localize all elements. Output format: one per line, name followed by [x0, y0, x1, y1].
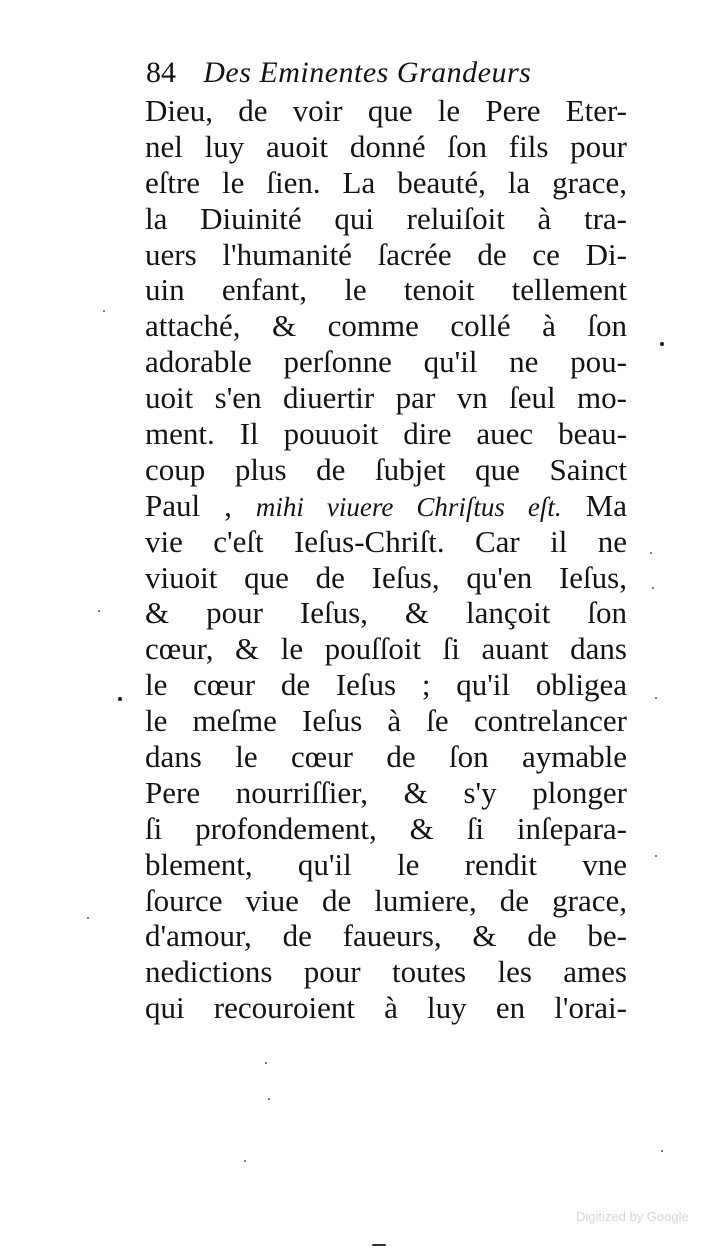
ink-speck [265, 1062, 267, 1064]
text-line: uoit s'en diuertir par vn ſeul mo- [145, 380, 627, 416]
text-line: uers l'humanité ſacrée de ce Di- [145, 236, 627, 272]
text-line: dans le cœur de ſon aymable [145, 739, 627, 775]
page-number: 84 [146, 56, 176, 89]
ink-speck [98, 610, 100, 612]
page-header [146, 52, 596, 92]
ink-speck [244, 1160, 246, 1162]
digitization-watermark: Digitized by Google [576, 1209, 689, 1224]
text-line: Dieu, de voir que le Pere Eter- [145, 93, 627, 128]
text-line: & pour Ieſus, & lançoit ſon [145, 595, 627, 631]
text-line: coup plus de ſubjet que Sainct [145, 451, 627, 487]
text-line: nedictions pour toutes les ames [145, 954, 627, 990]
ink-speck [655, 855, 657, 857]
ink-speck [650, 552, 652, 554]
text-line: ſi profondement, & ſi inſepara- [145, 810, 627, 846]
ink-speck [660, 342, 664, 346]
text-line: ſource viue de lumiere, de grace, [145, 882, 627, 918]
text-line: d'amour, de faueurs, & de be- [145, 918, 627, 954]
text-line: cœur, & le pouſſoit ſi auant dans [145, 631, 627, 667]
text-line: nel luy auoit donné ſon fils pour [145, 128, 627, 164]
ink-speck [103, 310, 105, 312]
text-segment: Ma [585, 487, 627, 523]
text-line: uin enfant, le tenoit tellement [145, 272, 627, 308]
text-line: vie c'eſt Ieſus-Chriſt. Car il ne [145, 523, 627, 559]
ink-speck [655, 697, 657, 699]
text-line: eſtre le ſien. La beauté, la grace, [145, 164, 627, 200]
text-line: le cœur de Ieſus ; qu'il obligea [145, 667, 627, 703]
ink-speck [268, 1098, 270, 1100]
text-line: la Diuinité qui reluiſoit à tra- [145, 200, 627, 236]
body-text [145, 93, 627, 1026]
text-line: qui recouroient à luy en l'orai- [145, 990, 627, 1026]
ink-speck [87, 917, 89, 919]
running-head: Des Eminentes Grandeurs [203, 56, 532, 89]
latin-quote: mihi viuere Chriſtus eſt. [255, 491, 562, 522]
text-line: attaché, & comme collé à ſon [145, 308, 627, 344]
text-line: Pere nourriſſier, & s'y plonger [145, 774, 627, 810]
text-line: adorable perſonne qu'il ne pou- [145, 344, 627, 380]
ink-speck [118, 697, 122, 701]
text-line: blement, qu'il le rendit vne [145, 846, 627, 882]
text-line: le meſme Ieſus à ſe contrelancer [145, 703, 627, 739]
text-line: ment. Il pouuoit dire auec beau- [145, 416, 627, 452]
ink-speck [372, 1244, 386, 1246]
ink-speck [661, 1150, 663, 1152]
ink-speck [652, 587, 654, 589]
text-line: viuoit que de Ieſus, qu'en Ieſus, [145, 559, 627, 595]
text-segment: Paul , [145, 487, 232, 523]
text-line-with-latin [145, 488, 627, 524]
